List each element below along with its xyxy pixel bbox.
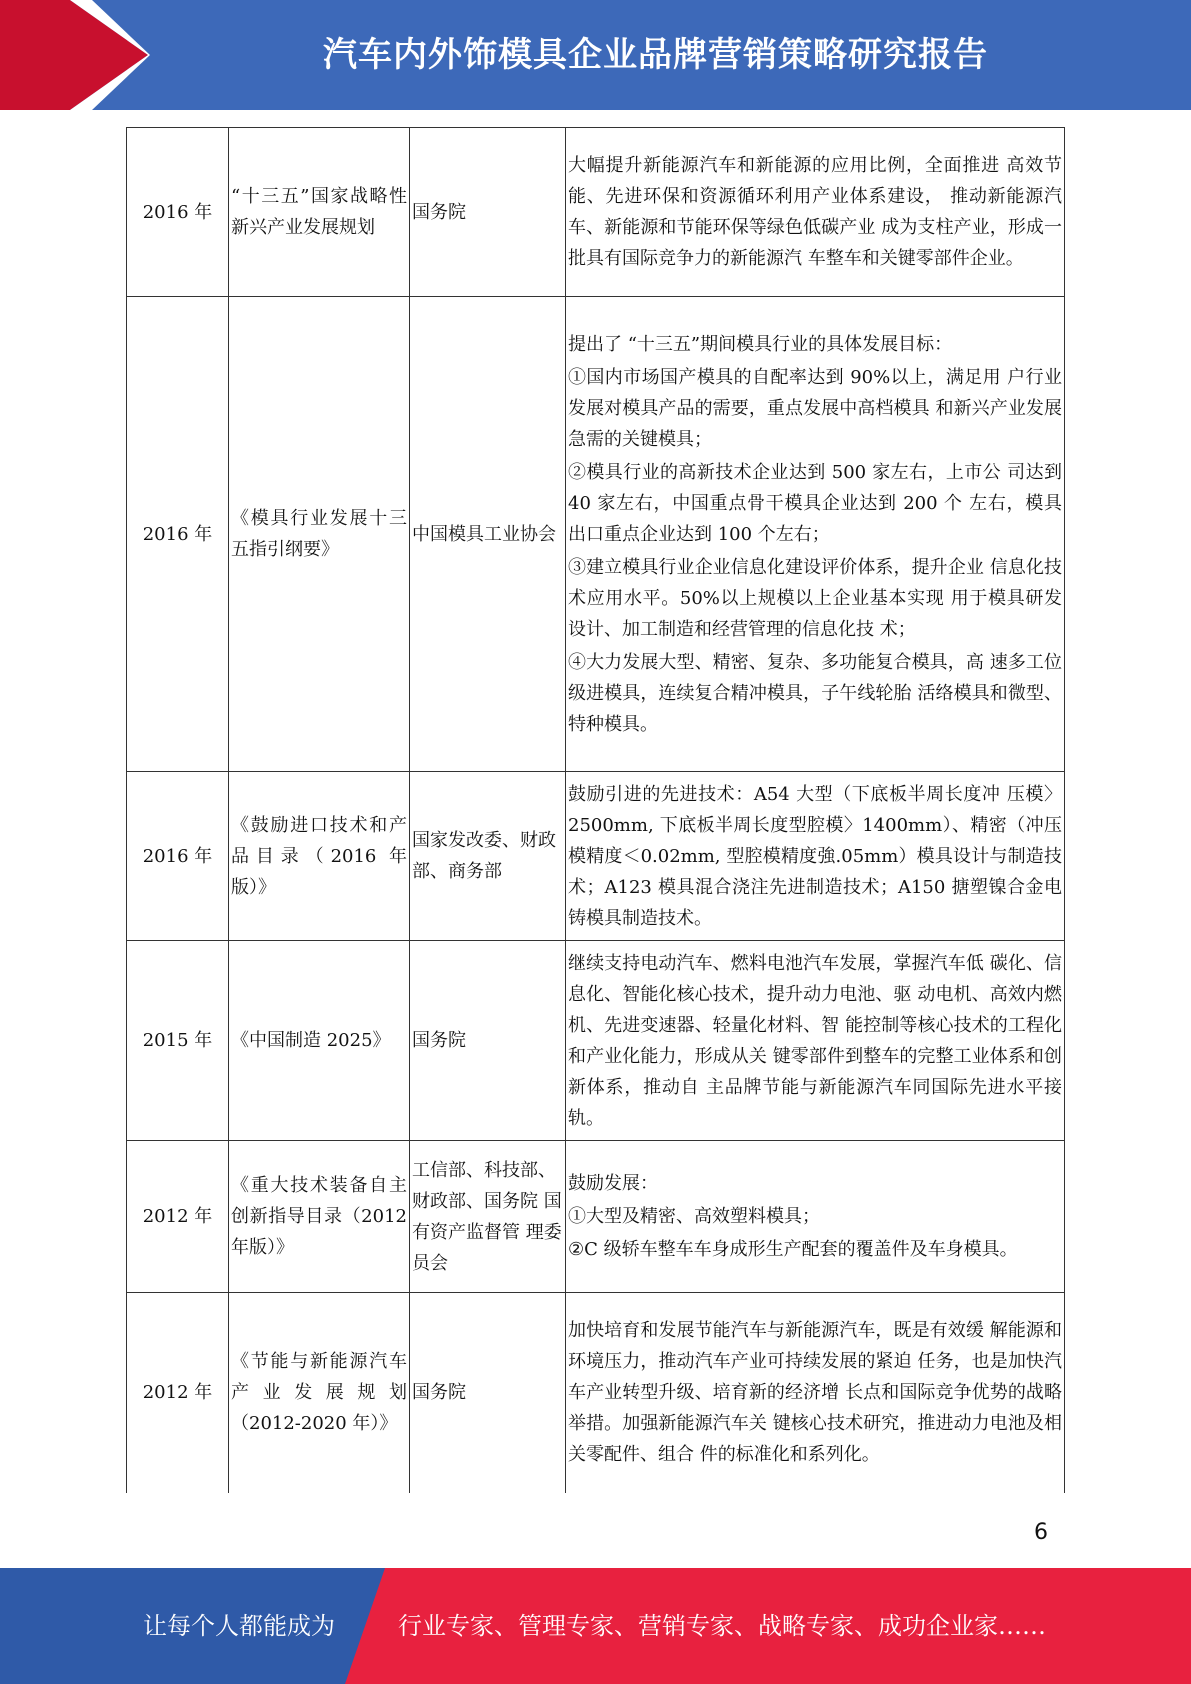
content-cell [566, 1141, 1065, 1293]
content-paragraph: 加快培育和发展节能汽车与新能源汽车，既是有效缓 解能源和环境压力，推动汽车产业可持续发展的紧迫 任务，也是加快汽车产业转型升级、培育新的经济增 长点和国际竞争优势的战略举措。加强新能源汽车关 键核心技术研究，推进动力电池及相关零配件、组合 件的标准化和系列化。 [568, 1320, 1062, 1466]
issuer-cell: 工信部、科技部、 财政部、国务院 国有资产监督管 理委员会 [410, 1141, 566, 1293]
year-cell: 2012 年 [127, 1141, 229, 1293]
table-row [127, 297, 1065, 772]
table-row [127, 1293, 1065, 1493]
document-cell: 《中国制造 2025》 [229, 941, 410, 1141]
content-paragraph: 大幅提升新能源汽车和新能源的应用比例，全面推进 高效节能、先进环保和资源循环利用产业体系建设， 推动新能源汽车、新能源和节能环保等绿色低碳产业 成为支柱产业，形成一批具有国际竞争力的新能源汽 车整车和关键零部件企业。 [568, 155, 1062, 269]
content-paragraph: ③建立模具行业企业信息化建设评价体系，提升企业 信息化技术应用水平。50%以上规模以上企业基本实现 用于模具研发设计、加工制造和经营管理的信息化技 术； [568, 556, 1062, 640]
content-cell [566, 297, 1065, 772]
content-paragraph: 鼓励发展： [568, 1173, 658, 1194]
content-paragraph: ②C 级轿车整车车身成形生产配套的覆盖件及车身模具。 [568, 1239, 1018, 1260]
content-paragraph: ④大力发展大型、精密、复杂、多功能复合模具，高 速多工位级进模具，连续复合精冲模具，子午线轮胎 活络模具和微型、特种模具。 [568, 651, 1062, 735]
table-row [127, 772, 1065, 941]
year-cell: 2016 年 [127, 772, 229, 941]
document-cell: “十三五”国家战略性新兴产业发展规划 [229, 128, 410, 297]
content-paragraph: ②模具行业的高新技术企业达到 500 家左右，上市公 司达到 40 家左右，中国重点骨干模具企业达到 200 个 左右，模具出口重点企业达到 100 个左右； [568, 461, 1062, 545]
header-arrow-decoration [0, 0, 220, 110]
document-cell: 《鼓励进口技术和产品目录（2016 年版）》 [229, 772, 410, 941]
issuer-cell: 国务院 [410, 941, 566, 1141]
issuer-cell: 国家发改委、财政部、商务部 [410, 772, 566, 941]
content-cell [566, 941, 1065, 1141]
document-cell: 《节能与新能源汽车产业发展规划（2012-2020 年）》 [229, 1293, 410, 1493]
content-cell [566, 1293, 1065, 1493]
year-cell: 2012 年 [127, 1293, 229, 1493]
document-cell: 《模具行业发展十三五指引纲要》 [229, 297, 410, 772]
footer-slogan-right: 行业专家、管理专家、营销专家、战略专家、成功企业家…… [398, 1612, 1046, 1640]
report-title: 汽车内外饰模具企业品牌营销策略研究报告 [323, 35, 988, 75]
content-cell [566, 128, 1065, 297]
content-paragraph: 提出了 “十三五”期间模具行业的具体发展目标： [568, 333, 953, 355]
year-cell: 2016 年 [127, 297, 229, 772]
page-footer [0, 1568, 1191, 1684]
issuer-cell: 国务院 [410, 1293, 566, 1493]
content-paragraph: 鼓励引进的先进技术：A54 大型（下底板半周长度冲 压模〉2500mm, 下底板半周长度型腔模〉1400mm）、精密（冲压模精度＜0.02mm, 型腔模精度強.05mm）模具设计与制造技术；A123 模具混合浇注先进制造技术；A150 搪塑镍合金电铸模具制造技术。 [568, 783, 1062, 929]
content-paragraph: ①大型及精密、高效塑料模具； [568, 1206, 820, 1227]
content-paragraph: ①国内市场国产模具的自配率达到 90%以上，满足用 户行业发展对模具产品的需要，重点发展中高档模具 和新兴产业发展急需的关键模具； [568, 366, 1062, 450]
content-cell [566, 772, 1065, 941]
issuer-cell: 中国模具工业协会 [410, 297, 566, 772]
page-header [0, 0, 1191, 110]
content-paragraph: 继续支持电动汽车、燃料电池汽车发展，掌握汽车低 碳化、信息化、智能化核心技术，提升动力电池、驱 动电机、高效内燃机、先进变速器、轻量化材料、智 能控制等核心技术的工程化和产业化能力，形成从关 键零部件到整车的完整工业体系和创新体系，推动自 主品牌节能与新能源汽车同国际先进水平接轨。 [568, 952, 1062, 1129]
year-cell: 2015 年 [127, 941, 229, 1141]
policy-table [126, 127, 1065, 1493]
page-number: 6 [1034, 1520, 1048, 1545]
footer-slogan-left: 让每个人都能成为 [143, 1612, 335, 1640]
document-cell: 《重大技术装备自主创新指导目录（2012 年版）》 [229, 1141, 410, 1293]
table-row [127, 1141, 1065, 1293]
issuer-cell: 国务院 [410, 128, 566, 297]
table-row [127, 128, 1065, 297]
table-row [127, 941, 1065, 1141]
year-cell: 2016 年 [127, 128, 229, 297]
